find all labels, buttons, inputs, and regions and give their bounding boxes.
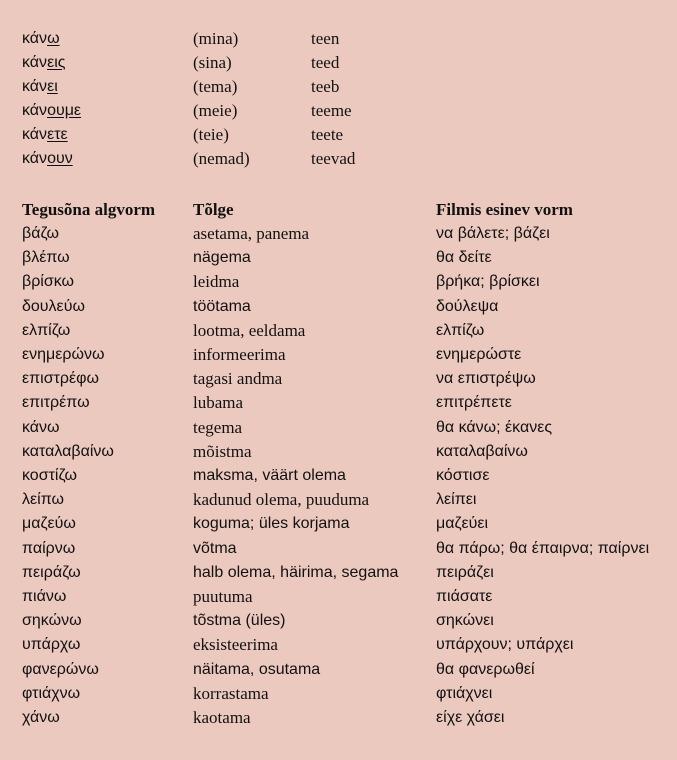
verb-form (22, 99, 81, 123)
verb-ending: εις (47, 54, 66, 71)
base-form: βάζω (22, 225, 59, 242)
translation: koguma; üles korjama (193, 515, 350, 533)
base-form: πιάνω (22, 588, 67, 605)
translation: lootma, eeldama (193, 320, 306, 340)
film-form: σηκώνει (436, 612, 494, 630)
translation: informeerima (193, 345, 286, 364)
vocab-row (0, 488, 677, 512)
verb-ending: ουν (47, 150, 73, 167)
film-form: θα δείτε (436, 249, 492, 267)
film-form: υπάρχουν; υπάρχει (436, 636, 574, 654)
vocab-row (0, 609, 677, 633)
film-form: θα πάρω; θα έπαιρνα; παίρνει (436, 539, 650, 557)
conjugation-row (0, 147, 677, 171)
translation: asetama, panema (193, 224, 310, 243)
film-form: πειράζει (436, 563, 494, 581)
film-form: βρήκα; βρίσκει (436, 273, 540, 291)
base-form: ενημερώνω (22, 346, 105, 363)
verb-translation: teevad (311, 149, 356, 168)
verb-stem: κάν (22, 78, 48, 95)
verb-form (22, 123, 68, 147)
base-form: παίρνω (22, 539, 76, 557)
film-form: είχε χάσει (436, 709, 505, 726)
vocab-row (0, 367, 677, 391)
vocab-row (0, 512, 677, 536)
base-form: λείπω (22, 491, 64, 509)
pronoun: (teie) (193, 125, 229, 144)
verb-form (22, 147, 73, 171)
header-base-form: Tegusõna algvorm (22, 200, 156, 219)
film-form: φτιάχνει (436, 684, 493, 702)
film-form: να βάλετε; βάζει (436, 225, 550, 242)
translation: eksisteerima (193, 635, 278, 655)
film-form: να επιστρέψω (436, 370, 536, 388)
base-form: κάνω (22, 418, 60, 436)
base-form: επιτρέπω (22, 394, 90, 412)
translation: kaotama (193, 708, 251, 727)
base-form: σηκώνω (22, 612, 82, 630)
pronoun: (nemad) (193, 149, 250, 168)
translation: näitama, osutama (193, 660, 321, 678)
film-form: επιτρέπετε (436, 394, 512, 412)
vocab-row (0, 416, 677, 440)
base-form: υπάρχω (22, 636, 81, 654)
translation: mõistma (193, 441, 252, 461)
film-form: δούλεψα (436, 297, 499, 315)
conjugation-row (0, 75, 677, 99)
vocab-row (0, 561, 677, 585)
vocab-row (0, 706, 677, 730)
verb-stem: κάν (22, 30, 48, 47)
film-form: καταλαβαίνω (436, 442, 528, 460)
translation: võtma (193, 539, 237, 557)
base-form: βρίσκω (22, 273, 75, 291)
base-form: κοστίζω (22, 467, 77, 484)
film-form: πιάσατε (436, 588, 493, 605)
translation: korrastama (193, 683, 269, 703)
verb-stem: κάν (22, 102, 48, 119)
vocab-row (0, 222, 677, 246)
translation: lubama (193, 393, 244, 413)
vocab-row (0, 585, 677, 609)
base-form: φανερώνω (22, 660, 99, 678)
verb-form (22, 51, 65, 75)
verb-stem: κάν (22, 150, 48, 167)
pronoun: (sina) (193, 53, 232, 72)
vocab-row (0, 682, 677, 706)
translation: tegema (193, 417, 243, 437)
base-form: μαζεύω (22, 515, 76, 533)
vocab-row (0, 270, 677, 294)
pronoun: (mina) (193, 29, 239, 48)
verb-translation: teen (311, 29, 340, 48)
verb-stem: κάν (22, 126, 48, 143)
vocab-row (0, 295, 677, 319)
translation: tõstma (üles) (193, 612, 286, 630)
pronoun: (meie) (193, 101, 238, 120)
film-form: μαζεύει (436, 515, 489, 533)
base-form: δουλεύω (22, 297, 85, 315)
pronoun: (tema) (193, 77, 238, 96)
conjugation-row (0, 99, 677, 123)
base-form: βλέπω (22, 249, 70, 267)
base-form: επιστρέφω (22, 370, 100, 388)
vocab-row (0, 440, 677, 464)
verb-ending: ω (47, 30, 60, 47)
vocab-row (0, 343, 677, 367)
film-form: θα κάνω; έκανες (436, 418, 553, 436)
translation: maksma, väärt olema (193, 467, 346, 484)
translation: tagasi andma (193, 369, 283, 389)
verb-ending: ετε (47, 126, 68, 143)
vocab-row (0, 537, 677, 561)
conjugation-row (0, 123, 677, 147)
translation: töötama (193, 297, 251, 315)
translation: nägema (193, 249, 251, 267)
vocab-row (0, 319, 677, 343)
vocab-row (0, 391, 677, 415)
film-form: λείπει (436, 491, 477, 509)
base-form: καταλαβαίνω (22, 442, 114, 460)
verb-ending: ουμε (47, 102, 82, 119)
base-form: χάνω (22, 709, 60, 726)
verb-form (22, 27, 60, 51)
film-form: θα φανερωθεί (436, 660, 535, 678)
verb-translation: teed (311, 53, 340, 72)
header-film-form: Filmis esinev vorm (436, 200, 573, 219)
verb-translation: teete (311, 125, 344, 144)
film-form: ελπίζω (436, 321, 485, 339)
base-form: ελπίζω (22, 321, 71, 339)
verb-translation: teeme (311, 101, 352, 120)
translation: puutuma (193, 587, 253, 606)
vocab-header-row (0, 198, 677, 222)
verb-stem: κάν (22, 54, 48, 71)
verb-form (22, 75, 58, 99)
verb-translation: teeb (311, 77, 340, 96)
film-form: κόστισε (436, 467, 490, 484)
vocab-row (0, 633, 677, 657)
header-translation: Tõlge (193, 200, 234, 219)
vocab-row (0, 246, 677, 270)
film-form: ενημερώστε (436, 346, 522, 363)
conjugation-row (0, 51, 677, 75)
vocab-row (0, 658, 677, 682)
translation: leidma (193, 272, 240, 292)
base-form: πειράζω (22, 563, 81, 581)
base-form: φτιάχνω (22, 684, 81, 702)
conjugation-row (0, 27, 677, 51)
verb-ending: ει (47, 78, 58, 95)
translation: kadunud olema, puuduma (193, 490, 370, 510)
translation: halb olema, häirima, segama (193, 563, 399, 581)
vocab-row (0, 464, 677, 488)
